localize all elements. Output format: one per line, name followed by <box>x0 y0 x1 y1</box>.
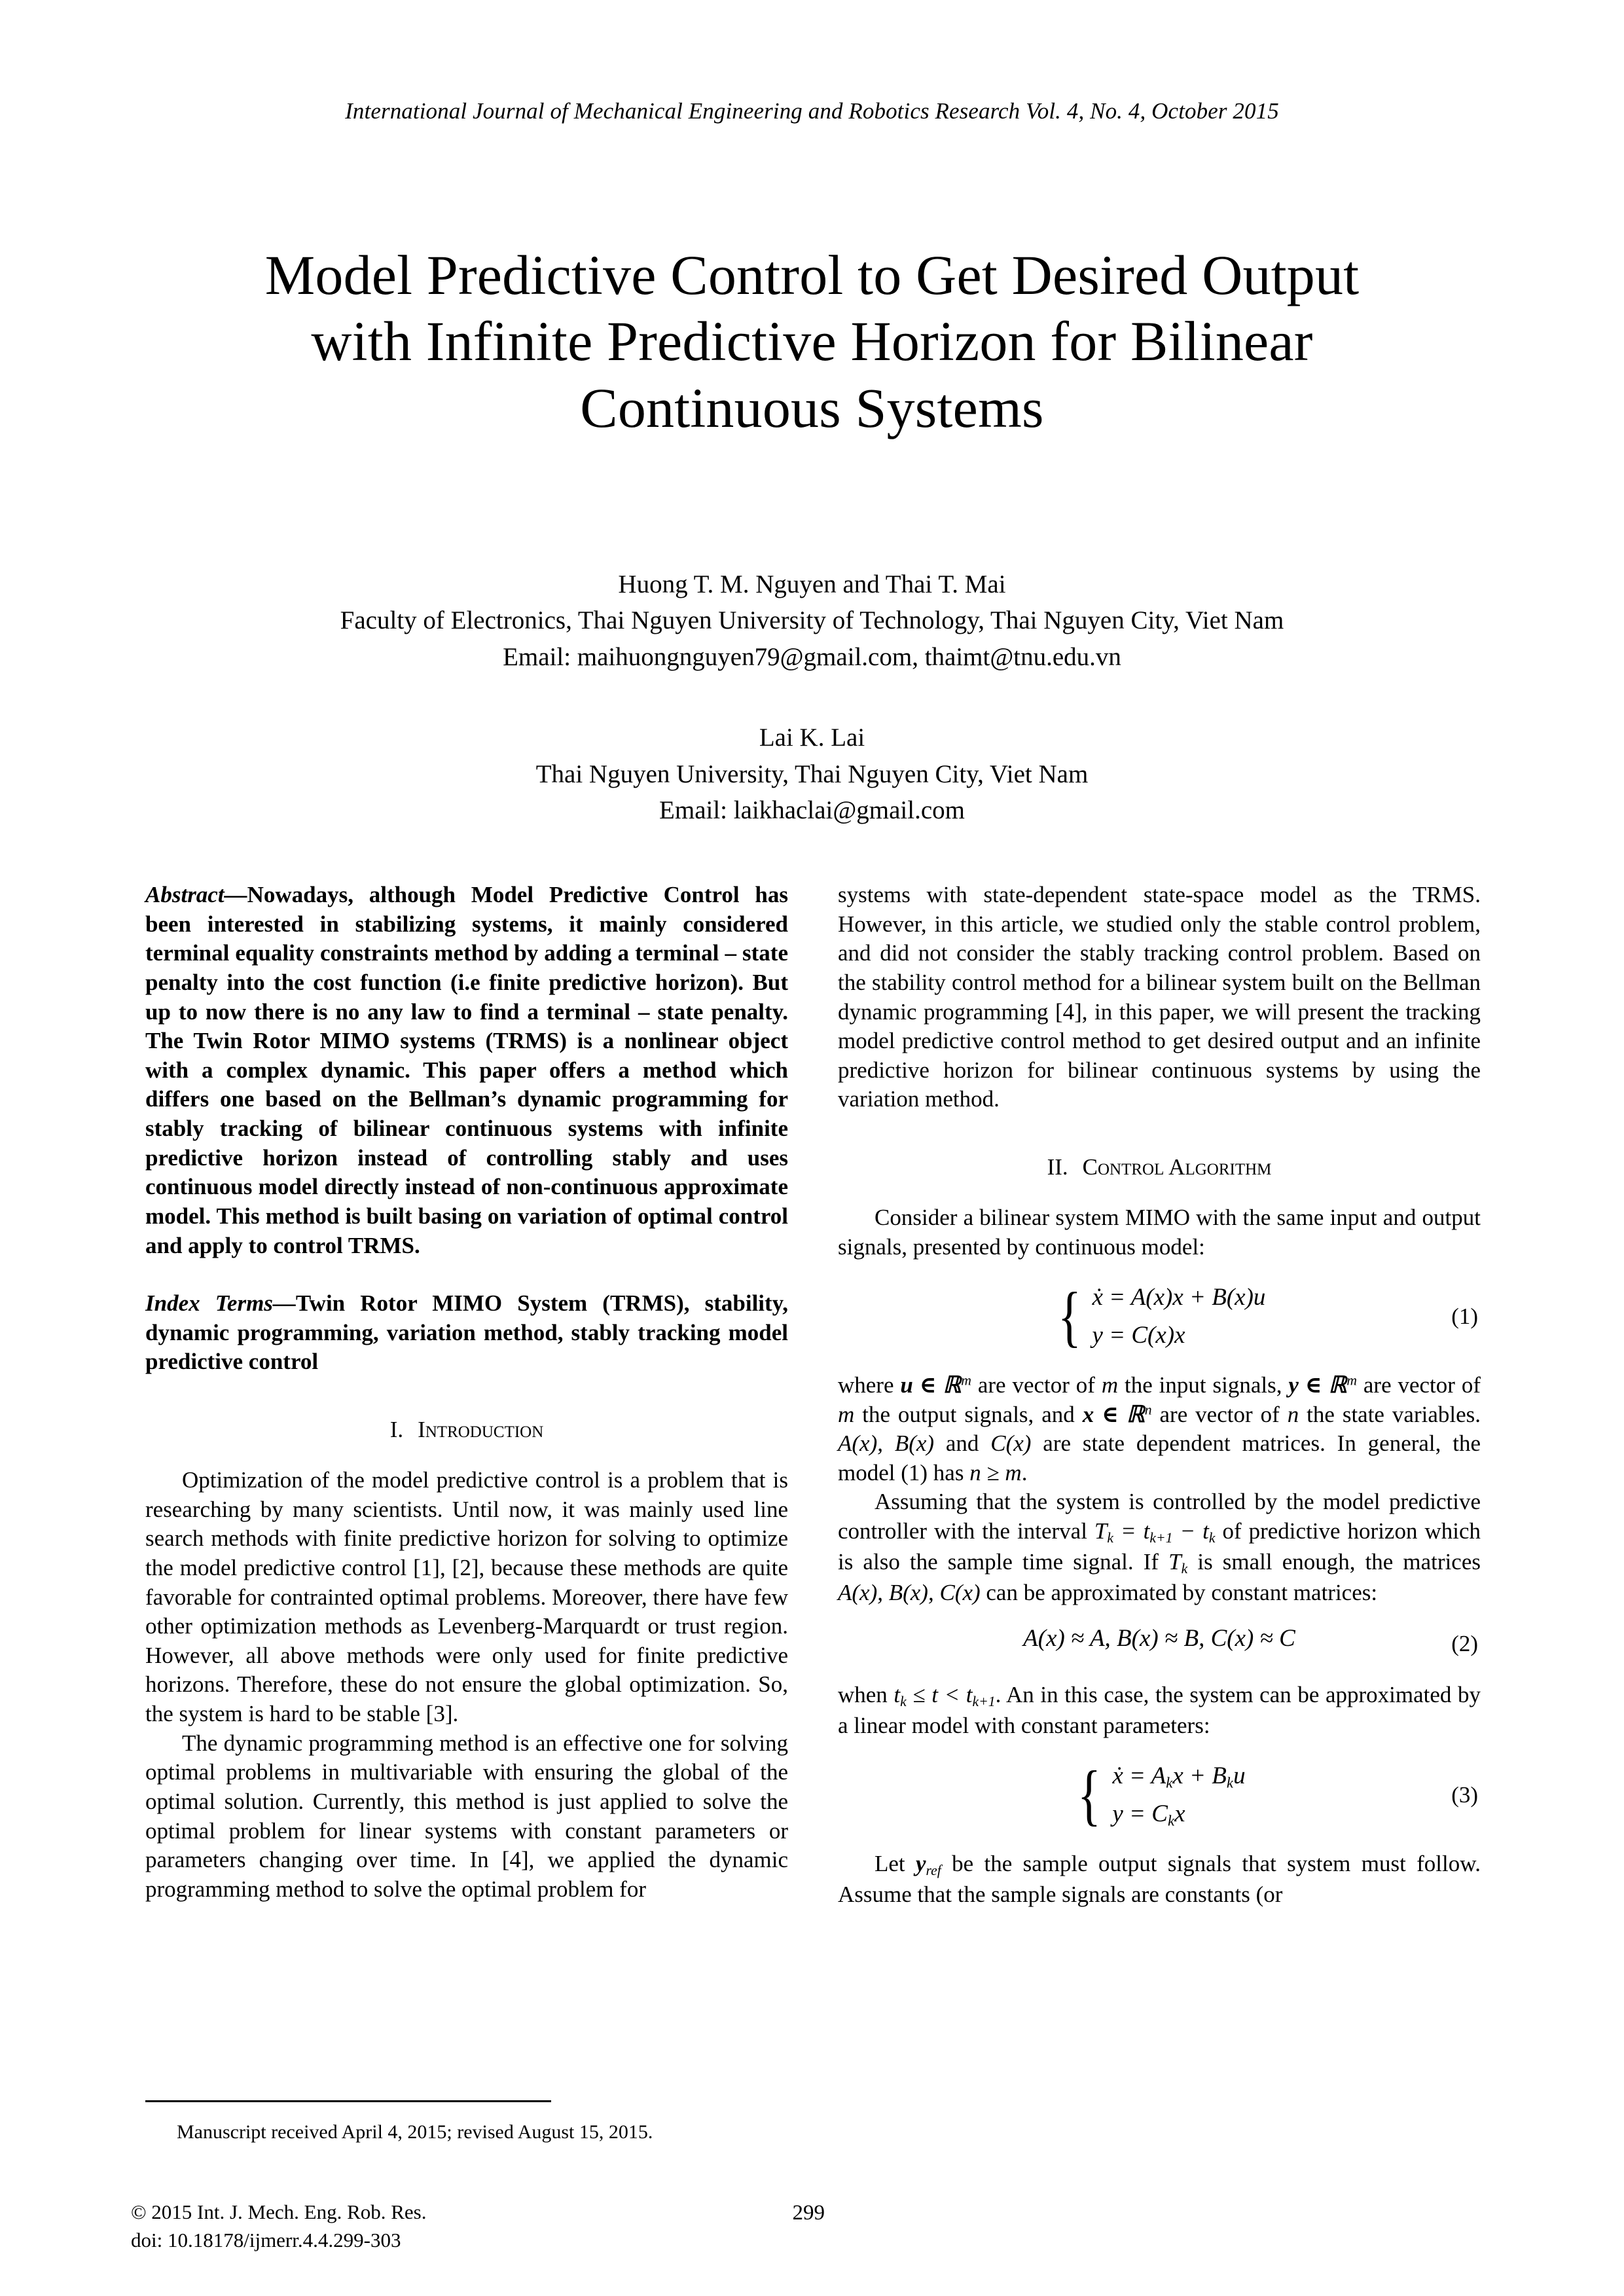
right-paragraph-6 <box>838 1850 1481 1909</box>
math-tk-range: $t_k \le t < t_{k+1}$ <box>893 1682 996 1710</box>
text-matrices: is small enough, the matrices <box>1187 1548 1481 1575</box>
right-paragraph-1: systems with state-dependent state-space model as the TRMS. However, in this article, we studied only the stable control problem, and did not consider the stably tracking control problem. Based on the stability control method for a bilinear system built on the Bellman dynamic programming [4], in this paper, we will present the tracking model predictive control method to get desired output and an infinite predictive horizon for bilinear continuous systems by using the variation method. <box>838 882 1481 1112</box>
text-period-1: . <box>1021 1459 1028 1485</box>
math-C-of-x: C(x) <box>990 1430 1032 1457</box>
author-block <box>164 566 1460 828</box>
text-state-variables: the state variables. <box>1299 1401 1481 1427</box>
text-predictive-horizon: of predictive horizon which is also the sample time signal. If <box>838 1518 1481 1575</box>
index-terms-text: Twin Rotor MIMO System (TRMS), stability, dynamic programming, variation method, stably tracking model predictive control <box>145 1290 788 1375</box>
footnote-text: Manuscript received April 4, 2015; revised August 15, 2015. <box>177 2121 653 2143</box>
text-let: Let <box>875 1851 916 1877</box>
text-and-1: and <box>934 1430 991 1457</box>
text-input-signals: the input signals, <box>1118 1372 1289 1398</box>
author-affiliation-2: Thai Nguyen University, Thai Nguyen City, Viet Nam <box>535 759 1089 788</box>
equation-1-line-2: y = C(x)x <box>1092 1321 1185 1349</box>
text-are-vector-of-1: are vector of <box>971 1372 1102 1398</box>
math-n-ge-m: n ≥ m <box>969 1459 1022 1485</box>
text-state-dependent: are state dependent matrices. In general, the model (1) has <box>838 1430 1481 1485</box>
equation-2-number: (2) <box>1451 1631 1478 1657</box>
equation-1-number: (1) <box>1451 1303 1478 1329</box>
page-title <box>164 242 1460 441</box>
math-m-1: m <box>1101 1372 1119 1398</box>
author-group-1 <box>164 566 1460 675</box>
left-brace-icon: { <box>1077 1757 1102 1833</box>
text-approximated-const: can be approximated by constant matrices: <box>980 1579 1378 1605</box>
author-group-2 <box>164 720 1460 828</box>
section-1-numeral: I. <box>389 1417 404 1442</box>
running-head: International Journal of Mechanical Engineering and Robotics Research Vol. 4, No. 4, October 2015 <box>345 98 1279 124</box>
author-email-2: Email: laikhaclai@gmail.com <box>659 795 965 824</box>
equation-1 <box>838 1279 1481 1354</box>
abstract-text: Nowadays, although Model Predictive Control has been interested in stabilizing systems, it mainly considered terminal equality constraints method by adding a terminal – state penalty into the cost function (i.e finite predictive horizon). But up to now there is no any law to find a terminal – state penalty. The Twin Rotor MIMO systems (TRMS) is a nonlinear object with a complex dynamic. This paper offers a method which differs one based on the Bellman’s dynamic programming for stably tracking of bilinear continuous systems with infinite predictive horizon instead of controlling stably and uses continuous model directly instead of non-continuous approximate model. This method is built basing on variation of optimal control and apply to control TRMS. <box>145 882 788 1258</box>
left-brace-icon: { <box>1057 1278 1081 1354</box>
math-y-in-R: y ∈ ℝ$^m$ <box>1288 1372 1357 1398</box>
page-footer <box>131 2198 1493 2255</box>
footnote-rule <box>145 2100 551 2102</box>
math-ABC-of-x: A(x), B(x), C(x) <box>838 1579 981 1605</box>
text-linear-model: . An in this case, the system can be approximated by a linear model with constant parameters: <box>838 1682 1481 1738</box>
text-sample-output: be the sample output signals that system must follow. Assume that the sample signals are constants (or <box>838 1851 1481 1907</box>
right-paragraph-4 <box>838 1487 1481 1607</box>
index-terms-paragraph <box>145 1289 788 1377</box>
where-label: where <box>838 1372 901 1398</box>
equation-3 <box>838 1757 1481 1832</box>
math-Tk-small: $T_k$ <box>1168 1548 1188 1576</box>
math-x-in-R: x ∈ ℝ$^n$ <box>1082 1401 1152 1427</box>
page-number: 299 <box>792 2201 825 2225</box>
section-1-title: Introduction <box>418 1417 544 1442</box>
author-email-1: Email: maihuongnguyen79@gmail.com, thaimt@tnu.edu.vn <box>503 642 1121 671</box>
equation-3-line-1: ẋ = $A_kx + B_ku$ <box>1112 1762 1246 1791</box>
section-2-title: Control Algorithm <box>1082 1154 1272 1180</box>
title-line-1: Model Predictive Control to Get Desired Output <box>264 244 1360 306</box>
math-u-in-R: u ∈ ℝ$^m$ <box>900 1372 971 1398</box>
body-columns <box>145 881 1481 2079</box>
math-y-ref: $y_{ref}$ <box>915 1851 941 1879</box>
equation-3-number: (3) <box>1451 1781 1478 1808</box>
title-line-3: Continuous Systems <box>580 376 1044 439</box>
math-Tk-interval: $T_k = t_{k+1} - t_k$ <box>1094 1518 1216 1546</box>
text-when: when <box>838 1682 894 1708</box>
equation-2 <box>838 1624 1481 1664</box>
intro-paragraph-2: The dynamic programming method is an effective one for solving optimal problems in multivariable with ensuring the global of the optimal solution. Currently, this method is just applied to solve the optimal problem for linear systems with constant parameters or parameters changing over time. In [4], we applied the dynamic programming method to solve the optimal problem for <box>145 1730 788 1902</box>
author-names-1: Huong T. M. Nguyen and Thai T. Mai <box>618 570 1006 598</box>
footer-doi: doi: 10.18178/ijmerr.4.4.299-303 <box>131 2228 401 2251</box>
footnote-block <box>145 2100 788 2145</box>
author-names-2: Lai K. Lai <box>759 723 865 752</box>
text-are-vector-of-3: are vector of <box>1151 1401 1288 1427</box>
equation-1-line-1: ẋ = A(x)x + B(x)u <box>1092 1284 1266 1311</box>
math-A-B-of-x: A(x), B(x) <box>838 1430 935 1457</box>
text-assuming: Assuming that the system is controlled by the model predictive controller with the interval <box>838 1489 1481 1544</box>
text-are-vector-of-2: are vector of <box>1356 1372 1481 1398</box>
right-paragraph-3 <box>838 1371 1481 1488</box>
equation-2-expression: A(x) ≈ A, B(x) ≈ B, C(x) ≈ C <box>1023 1625 1295 1652</box>
right-paragraph-2: Consider a bilinear system MIMO with the same input and output signals, presented by continuous model: <box>838 1205 1481 1260</box>
abstract-label: Abstract— <box>145 882 247 907</box>
left-column <box>145 881 788 1904</box>
equation-1-system <box>1053 1279 1266 1354</box>
index-terms-label: Index Terms— <box>145 1290 296 1317</box>
section-heading-control-algorithm <box>838 1154 1481 1181</box>
footer-copyright: © 2015 Int. J. Mech. Eng. Rob. Res. <box>131 2200 427 2223</box>
text-output-signals: the output signals, and <box>854 1401 1083 1427</box>
section-heading-introduction <box>145 1416 788 1444</box>
equation-3-system <box>1073 1757 1245 1832</box>
author-affiliation-1: Faculty of Electronics, Thai Nguyen University of Technology, Thai Nguyen City, Viet Nam <box>340 606 1284 635</box>
right-paragraph-5 <box>838 1681 1481 1740</box>
title-line-2: with Infinite Predictive Horizon for Bilinear <box>311 310 1313 373</box>
intro-paragraph-1: Optimization of the model predictive control is a problem that is researching by many scientists. Until now, it was mainly used line search methods with finite predictive horizon for solving to optimize the model predictive control [1], [2], because these methods are quite favorable for contrainted optimal problems. Moreover, there have few other optimization methods as Levenberg-Marquardt or trust region. However, all above methods were only used for finite predictive horizons. Therefore, these do not ensure the global optimization. So, the system is hard to be stable [3]. <box>145 1467 788 1726</box>
math-n-1: n <box>1287 1401 1299 1427</box>
abstract-paragraph <box>145 881 788 1260</box>
right-column <box>838 881 1481 1910</box>
math-m-2: m <box>838 1401 855 1427</box>
section-2-numeral: II. <box>1047 1154 1068 1180</box>
equation-3-line-2: $y = C_kx$ <box>1112 1800 1185 1829</box>
